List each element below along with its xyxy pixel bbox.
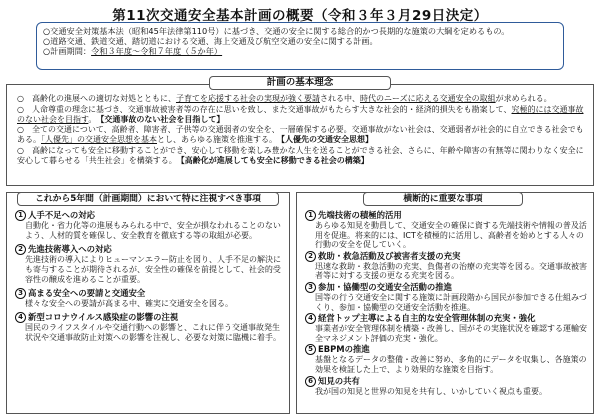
number-badge: 1 — [305, 210, 316, 221]
philosophy-item — [17, 146, 585, 166]
text-underlined: 時代のニーズに応える交通安全の取組 — [359, 94, 496, 103]
text-underlined: 子育てを応援する社会の実現が強く要請 — [175, 94, 320, 103]
philosophy-item — [17, 94, 585, 104]
period-label: ○計画期間： — [43, 46, 92, 57]
number-badge: 2 — [15, 244, 26, 255]
item-desc: 国民のライフスタイルや交通行動への影響と、これに伴う交通事故発生状況や交通事故防止対策への影響を注視し、必要な対策に臨機に着手。 — [25, 323, 281, 342]
item-title: 高まる安全への要請と交通安全 — [28, 288, 146, 298]
number-badge: 5 — [305, 344, 316, 355]
page-title: 第11次交通安全基本計画の概要（令和３年３月29日決定） — [112, 8, 488, 24]
text: ○ 人命尊重の理念に基づき、交通事故被害者等の存在に思いを致し、また交通事故がもたらす大きな社会的・経済的損失をも勘案して、 — [17, 104, 512, 114]
text: ○ 全ての交通について、高齢者、障害者、子供等の交通弱者の安全を、一層確保する必要。交通事故がない社会は、交通弱者が社会的に自立できる社会でもある。 — [17, 125, 584, 145]
number-badge: 6 — [305, 376, 316, 387]
philosophy-tag: 【高齢化が進展しても安全に移動できる社会の構築】 — [180, 155, 369, 165]
list-item — [305, 251, 587, 281]
list-item — [305, 313, 587, 343]
text-underlined: 究極的には交通事故のない社会を目指す — [17, 104, 584, 124]
list-item — [15, 210, 283, 241]
text: が求められる。 — [495, 94, 552, 103]
item-title: 先進技術導入への対応 — [28, 244, 112, 254]
number-badge: 4 — [305, 313, 316, 324]
item-desc: 自動化・省力化等の進展もみられる中で、安全が損なわれることのないよう、人材的質を確保し、安全教育を徹底する等の取組が必要。 — [25, 221, 281, 240]
item-title: 参加・協働型の交通安全活動の推進 — [318, 281, 452, 292]
overview-line: ○交通安全対策基本法（昭和45年法律第110号）に基づき、交通の安全に関する総合的かつ長期的な施策の大綱を定めるもの。 — [43, 26, 510, 36]
item-desc: 先進技術の導入によりヒューマンエラー防止を図り、人手不足の解決にも寄与することが期待されるが、安全性の確保を前提として、社会的受容性の醸成を進めることが重要。 — [25, 255, 281, 284]
item-title: 先端技術の積極的活用 — [318, 210, 402, 220]
focus-items-title: これから5年間（計画期間）において特に注視すべき事項 — [17, 192, 279, 206]
number-badge: 3 — [305, 282, 316, 293]
focus-items-box — [6, 192, 290, 414]
number-badge: 3 — [15, 288, 26, 299]
philosophy-item — [17, 105, 585, 125]
philosophy-item — [17, 125, 585, 145]
item-title: EBPMの推進 — [318, 344, 370, 355]
item-desc: 様々な安全への要請が高まる中、確実に交通安全を図る。 — [25, 299, 233, 308]
philosophy-title: 計画の基本理念 — [209, 76, 391, 90]
item-desc: 国等の行う交通安全に関する施策に計画段階から国民が参加できる仕組みづくり、参加・協働型の交通安全活動を推進。 — [315, 292, 587, 312]
overview-box — [36, 22, 564, 70]
text-underlined: 「人優先」の交通安全思想を基本 — [41, 135, 157, 145]
number-badge: 2 — [305, 251, 316, 262]
philosophy-box — [6, 84, 594, 186]
philosophy-tag: 【交通事故のない社会を目指して】 — [100, 114, 225, 124]
list-item — [305, 344, 587, 374]
item-title: 救助・救急活動及び被害者支援の充実 — [318, 250, 461, 261]
text: ○ 高齢になっても安全に移動することができ、安心して移動を楽しみ豊かな人生を送ることができる社会、さらに、年齢や障害の有無等に関わりなく安全に安心して暮らせる「共生社会」を構築する。 — [17, 145, 584, 165]
item-title: 経営トップ主導による自主的な安全管理体制の充実・強化 — [318, 313, 536, 324]
text: とし、あらゆる施策を推進する。 — [157, 135, 273, 145]
text: される中、 — [319, 94, 360, 103]
text: ○ 高齢化の進展への適切な対処とともに、 — [17, 94, 176, 103]
cross-cutting-box — [296, 192, 594, 414]
item-title: 新型コロナウイルス感染症の影響の注視 — [28, 312, 179, 322]
item-title: 人手不足への対応 — [28, 210, 95, 220]
cross-cutting-title: 横断的に重要な事項 — [363, 192, 523, 206]
item-desc: 事業者が安全管理体制を構築・改善し、国がその実施状況を確認する運輸安全マネジメント評価の充実・強化。 — [315, 324, 587, 343]
philosophy-tag: 【人優先の交通安全思想】 — [281, 135, 373, 145]
list-item — [15, 244, 283, 285]
item-desc: あらゆる知見を動員して、交通安全の確保に資する先端技術や情報の普及活用を促進。将来的には、ICTを積極的に活用し、高齢者を始めとする人々の行動の安全を促していく。 — [315, 221, 587, 250]
text: 。 — [88, 114, 93, 124]
item-desc: 迅速な救助・救急活動の充実、負傷者の治療の充実等を図る。交通事故被害者等に対する支援の更なる充実を図る。 — [315, 261, 587, 281]
overview-line: ○道路交通、鉄道交通、踏切道における交通、海上交通及び航空交通の安全に関する計画。 — [43, 36, 378, 47]
list-item — [15, 312, 283, 343]
item-desc: 基盤となるデータの整備・改善に努め、多角的にデータを収集し、各施策の効果を検証した上で、より効果的な施策を目指す。 — [315, 355, 587, 374]
list-item — [15, 288, 283, 309]
item-title: 知見の共有 — [318, 375, 360, 386]
item-desc: 我が国の知見と世界の知見を共有し、いかしていく視点も重要。 — [315, 386, 547, 396]
list-item — [305, 282, 587, 312]
list-item — [305, 376, 587, 397]
list-item — [305, 210, 587, 250]
period-value: 令和３年度〜令和７年度（５か年） — [91, 46, 223, 57]
number-badge: 4 — [15, 312, 26, 323]
overview-period — [43, 46, 557, 56]
number-badge: 1 — [15, 210, 26, 221]
